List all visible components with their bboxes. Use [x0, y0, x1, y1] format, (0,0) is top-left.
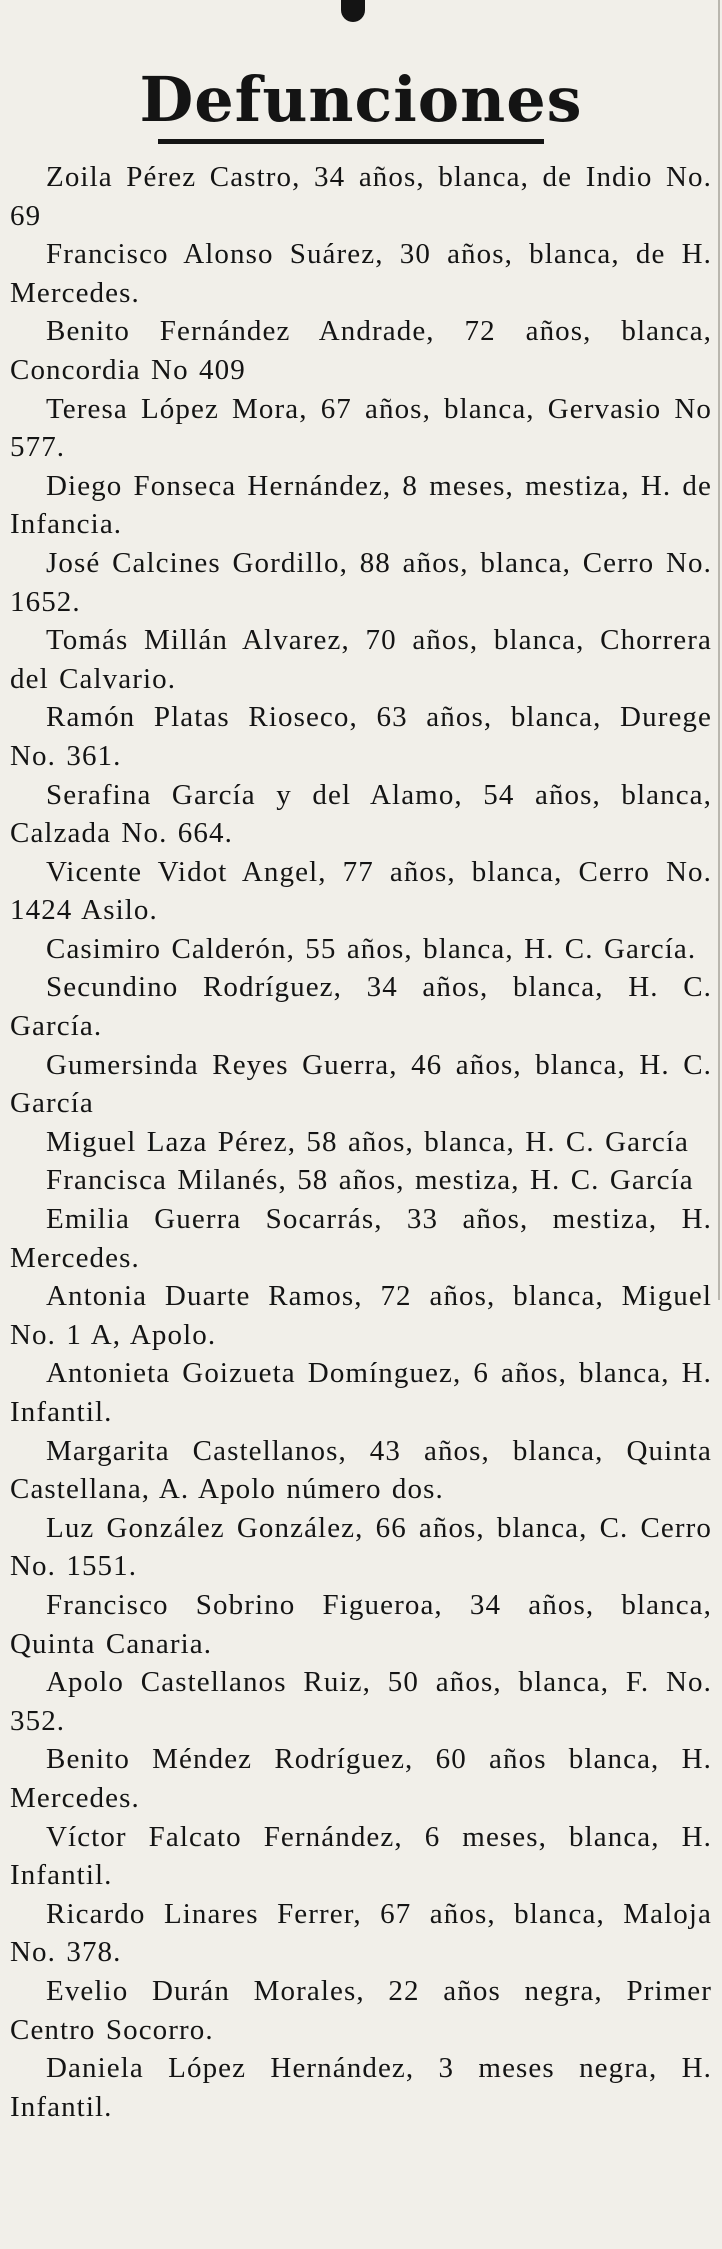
deceased-name: Luz González González, — [46, 1511, 364, 1544]
notice-details: 58 años, blanca, H. C. García — [296, 1125, 689, 1158]
death-notice-entry — [10, 1818, 712, 1895]
deceased-name: Víctor Falcato Fernández, — [46, 1820, 403, 1853]
notice-details: 70 años, blanca, Chorrera del Calvario. — [10, 624, 712, 695]
deceased-name: Margarita Castellanos, — [46, 1434, 347, 1467]
death-notice-entry — [10, 1354, 712, 1431]
death-notice-entry — [10, 1972, 712, 2049]
deceased-name: Evelio Durán Morales, — [46, 1974, 365, 2007]
deceased-name: Antonieta Goizueta Domínguez, — [46, 1357, 462, 1390]
deceased-name: Emilia Guerra Socarrás, — [46, 1203, 383, 1236]
death-notice-entry — [10, 390, 712, 467]
death-notice-entry — [10, 467, 712, 544]
death-notice-entry — [10, 1663, 712, 1740]
deceased-name: Teresa López Mora, — [46, 392, 308, 425]
notice-details: 67 años, blanca, Gervasio No 577. — [10, 392, 712, 464]
death-notice-entry — [10, 2049, 712, 2126]
death-notice-entry — [10, 1046, 712, 1123]
punch-hole-mark — [341, 0, 365, 22]
deceased-name: Ricardo Linares Ferrer, — [46, 1897, 362, 1930]
notice-details: 34 años, blanca, H. C. García. — [10, 971, 712, 1043]
notice-details: 6 meses, blanca, H. Infantil. — [10, 1820, 712, 1892]
deceased-name: Francisco Alonso Suárez, — [46, 238, 384, 271]
deceased-name: Secundino Rodríguez, — [46, 971, 342, 1004]
notice-details: 72 años, blanca, Miguel No. 1 A, Apolo. — [10, 1280, 712, 1351]
notice-details: 46 años, blanca, H. C. García — [10, 1048, 713, 1120]
deceased-name: Diego Fonseca Hernández, — [46, 469, 392, 502]
death-notice-entry — [10, 1123, 712, 1162]
death-notice-entry — [10, 1740, 712, 1817]
deceased-name: Ramón Platas Rioseco, — [46, 701, 358, 734]
deceased-name: Francisca Milanés, — [46, 1164, 287, 1197]
deceased-name: Benito Fernández Andrade, — [46, 315, 435, 348]
death-notice-entry — [10, 1895, 712, 1972]
notice-details: 67 años, blanca, Maloja No. 378. — [10, 1897, 712, 1969]
notice-details: 55 años, blanca, H. C. García. — [294, 932, 697, 965]
death-notice-entry — [10, 1277, 712, 1354]
death-notice-list — [10, 158, 712, 2126]
death-notice-entry — [10, 698, 712, 775]
notice-details: 34 años, blanca, de Indio No. 69 — [10, 161, 713, 232]
death-notice-entry — [10, 312, 712, 389]
notice-details: 63 años, blanca, Durege No. 361. — [10, 701, 712, 772]
death-notice-entry — [10, 1161, 712, 1200]
notice-details: 34 años, blanca, Quinta Canaria. — [10, 1588, 713, 1660]
notice-details: 88 años, blanca, Cerro No. 1652. — [10, 546, 712, 618]
death-notice-entry — [10, 1432, 712, 1509]
deceased-name: Francisco Sobrino Figueroa, — [46, 1588, 443, 1621]
death-notice-entry — [10, 1509, 712, 1586]
notice-details: 8 meses, mestiza, H. de Infancia. — [10, 469, 712, 541]
notice-details: 77 años, blanca, Cerro No. 1424 Asilo. — [10, 855, 712, 927]
deceased-name: Benito Méndez Rodríguez, — [46, 1743, 414, 1776]
section-title: Defunciones — [139, 63, 583, 136]
deceased-name: Tomás Millán Alvarez, — [46, 624, 350, 657]
notice-details: 33 años, mestiza, H. Mercedes. — [10, 1203, 712, 1274]
notice-details: 60 años blanca, H. Mercedes. — [10, 1743, 713, 1814]
death-notice-entry — [10, 853, 712, 930]
notice-details: 3 meses negra, H. Infantil. — [10, 2052, 713, 2123]
notice-details: 58 años, mestiza, H. C. García — [286, 1164, 694, 1197]
deceased-name: Miguel Laza Pérez, — [46, 1125, 297, 1158]
title-underline — [158, 139, 544, 144]
notice-details: 54 años, blanca, Calzada No. 664. — [10, 778, 712, 850]
notice-details: 22 años negra, Primer Centro Socorro. — [10, 1974, 712, 2046]
notice-details: 66 años, blanca, C. Cerro No. 1551. — [10, 1511, 712, 1583]
death-notice-entry — [10, 776, 712, 853]
death-notice-entry — [10, 1200, 712, 1277]
deceased-name: Casimiro Calderón, — [46, 932, 295, 965]
deceased-name: Zoila Pérez Castro, — [46, 161, 301, 193]
deceased-name: Serafina García y del Alamo, — [46, 778, 463, 811]
deceased-name: Gumersinda Reyes Guerra, — [46, 1048, 398, 1081]
clipping-edge-line — [718, 0, 720, 1300]
notice-details: 6 años, blanca, H. Infantil. — [10, 1357, 713, 1428]
death-notice-entry — [10, 158, 712, 235]
notice-details: 72 años, blanca, Concordia No 409 — [10, 315, 713, 386]
death-notice-entry — [10, 1586, 712, 1663]
deceased-name: Vicente Vidot Angel, — [46, 855, 327, 888]
notice-details: 43 años, blanca, Quinta Castellana, A. Apolo número dos. — [10, 1434, 712, 1506]
death-notice-entry — [10, 235, 712, 312]
deceased-name: José Calcines Gordillo, — [46, 546, 348, 579]
notice-details: 30 años, blanca, de H. Mercedes. — [10, 238, 712, 309]
deceased-name: Antonia Duarte Ramos, — [46, 1280, 363, 1313]
deceased-name: Apolo Castellanos Ruiz, — [46, 1666, 371, 1699]
death-notice-entry — [10, 544, 712, 621]
notice-details: 50 años, blanca, F. No. 352. — [10, 1666, 712, 1737]
death-notice-entry — [10, 930, 712, 969]
death-notice-entry — [10, 621, 712, 698]
death-notice-entry — [10, 968, 712, 1045]
deceased-name: Daniela López Hernández, — [46, 2052, 415, 2085]
